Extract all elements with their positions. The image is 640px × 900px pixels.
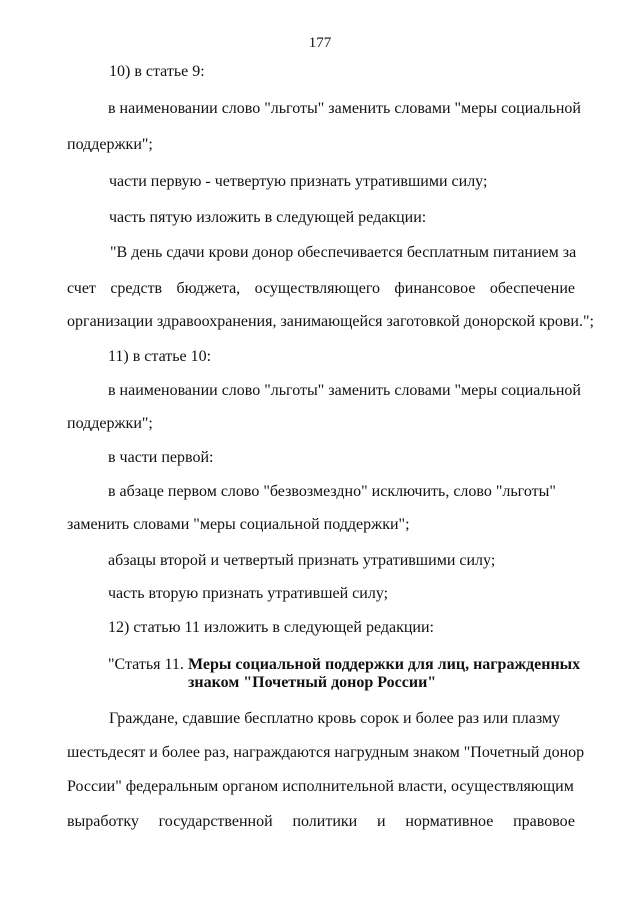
article-prefix: "Статья 11.: [108, 656, 184, 673]
text-line: заменить словами "меры социальной поддержки";: [67, 516, 410, 533]
text-line: "В день сдачи крови донор обеспечивается бесплатным питанием за: [110, 244, 577, 261]
text-line: в абзаце первом слово "безвозмездно" исключить, слово "льготы": [108, 483, 556, 500]
text-line: абзацы второй и четвертый признать утратившими силу;: [108, 552, 496, 569]
text-line: поддержки";: [67, 415, 153, 432]
text-line: части первую - четвертую признать утратившими силу;: [109, 173, 488, 190]
text-line: организации здравоохранения, занимающейся заготовкой донорской крови.";: [67, 313, 594, 330]
text-line: в наименовании слово "льготы" заменить словами "меры социальной: [108, 382, 581, 399]
word: государственной: [158, 813, 273, 830]
word: средств: [110, 280, 163, 297]
text-line: часть пятую изложить в следующей редакции:: [109, 209, 427, 226]
item-11-heading: 11) в статье 10:: [108, 348, 212, 365]
word: бюджета,: [176, 280, 241, 297]
justified-line: [67, 279, 575, 299]
text-line: [108, 99, 581, 119]
word: финансовое: [394, 280, 476, 297]
word: и: [377, 813, 386, 830]
text-line: поддержки";: [67, 136, 153, 153]
text-line: России" федеральным органом исполнительной власти, осуществляющим: [67, 778, 574, 795]
word: счет: [67, 280, 96, 297]
page-number: 177: [308, 35, 332, 51]
word: политики: [292, 813, 358, 830]
article-title: Меры социальной поддержки для лиц, награжденных: [188, 656, 581, 673]
article-title: знаком "Почетный донор России": [188, 674, 437, 691]
item-10-heading: 10) в статье 9:: [109, 63, 205, 80]
text-line: шестьдесят и более раз, награждаются нагрудным знаком "Почетный донор: [67, 744, 585, 761]
justified-line: [67, 812, 575, 832]
word: обеспечение: [489, 280, 575, 297]
text-line: Граждане, сдавшие бесплатно кровь сорок и более раз или плазму: [109, 710, 561, 727]
word: выработку: [67, 813, 139, 830]
text-line: часть вторую признать утратившей силу;: [108, 585, 389, 602]
word: правовое: [513, 813, 575, 830]
item-12-heading: 12) статью 11 изложить в следующей редакции:: [108, 619, 434, 636]
word: осуществляющего: [254, 280, 381, 297]
text-line-content: в наименовании слово "льготы" заменить словами "меры социальной: [108, 100, 581, 117]
text-line: в части первой:: [108, 449, 214, 466]
word: нормативное: [405, 813, 494, 830]
